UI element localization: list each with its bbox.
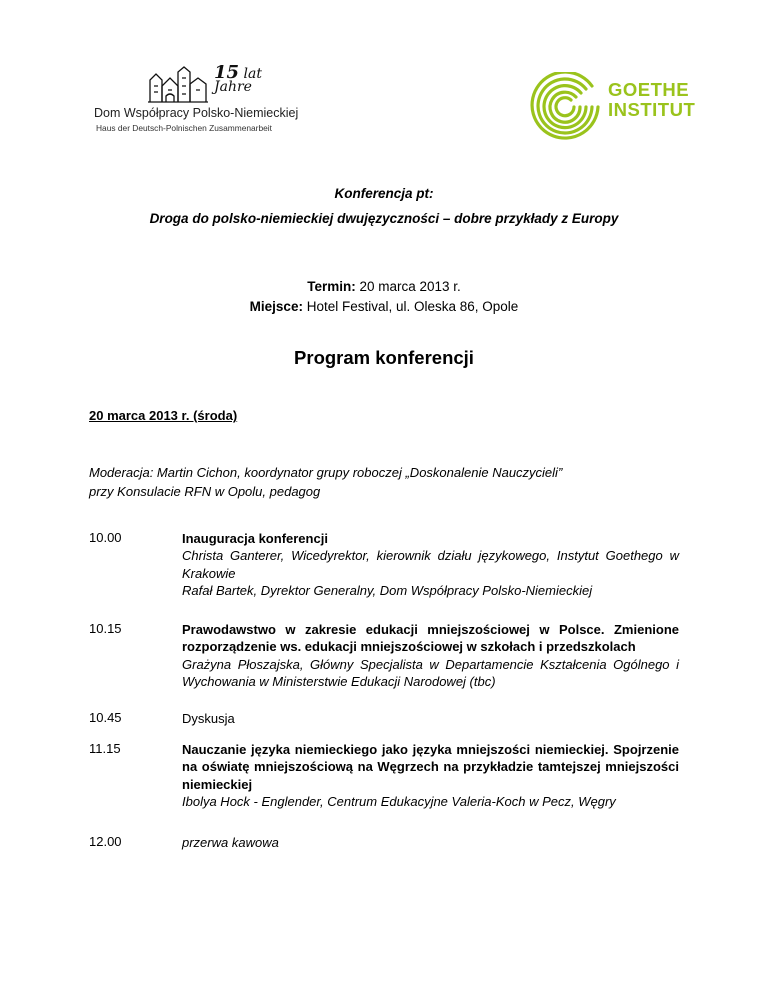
agenda-speaker: Ibolya Hock - Englender, Centrum Edukacyjne Valeria-Koch w Pecz, Węgry bbox=[182, 794, 616, 810]
agenda-speaker: Rafał Bartek, Dyrektor Generalny, Dom Współpracy Polsko-Niemieckiej bbox=[182, 583, 593, 599]
agenda-title: Inauguracja konferencji bbox=[182, 531, 328, 546]
castle-emblem-icon bbox=[146, 66, 210, 104]
miejsce-line bbox=[0, 299, 768, 314]
termin-label: Termin: bbox=[307, 279, 356, 294]
anniversary-mark: 15 lat Jahre bbox=[214, 62, 262, 95]
dwpn-logo bbox=[88, 62, 299, 136]
miejsce-value: Hotel Festival, ul. Oleska 86, Opole bbox=[306, 299, 519, 314]
program-title: Program konferencji bbox=[294, 347, 474, 368]
agenda-time: 10.45 bbox=[89, 710, 122, 725]
conference-label: Konferencja pt: bbox=[334, 186, 434, 201]
agenda-title: przerwa kawowa bbox=[182, 835, 279, 850]
agenda-title: Nauczanie języka niemieckiego jako języka mniejszości niemieckiej. Spojrzenie na oświatę mniejszościową na Węgrzech na przykładzie tamtejszej mniejszości niemieckiej bbox=[182, 742, 679, 792]
agenda-time: 12.00 bbox=[89, 834, 122, 849]
agenda-time: 10.00 bbox=[89, 530, 122, 545]
moderation-text: Moderacja: Martin Cichon, koordynator grupy roboczej „Doskonalenie Nauczycieli” przy Konsulacie RFN w Opolu, pedagog bbox=[89, 465, 563, 499]
partner-subname: Haus der Deutsch-Polnischen Zusammenarbeit bbox=[96, 123, 272, 133]
agenda-time: 10.15 bbox=[89, 621, 122, 636]
goethe-rings-icon bbox=[530, 72, 606, 142]
partner-name: Dom Współpracy Polsko-Niemieckiej bbox=[94, 106, 299, 120]
goethe-logo bbox=[530, 72, 700, 142]
termin-line bbox=[0, 279, 768, 294]
program-date: 20 marca 2013 r. (środa) bbox=[89, 408, 238, 423]
agenda-title: Dyskusja bbox=[182, 711, 235, 726]
agenda-speaker: Grażyna Płoszajska, Główny Specjalista w Departamencie Kształcenia Ogólnego i Wychowania w Ministerstwie Edukacji Narodowej (tbc) bbox=[182, 656, 679, 690]
goethe-wordmark: GOETHE INSTITUT bbox=[608, 79, 696, 120]
termin-value: 20 marca 2013 r. bbox=[359, 279, 461, 294]
agenda-title: Prawodawstwo w zakresie edukacji mniejszościowej w Polsce. Zmienione rozporządzenie ws. edukacji mniejszościowej w szkołach i przedszkolach bbox=[182, 622, 679, 655]
agenda-time: 11.15 bbox=[89, 741, 121, 756]
miejsce-label: Miejsce: bbox=[249, 299, 303, 314]
agenda-speaker: Christa Ganterer, Wicedyrektor, kierownik działu językowego, Instytut Goethego w Krakowie bbox=[182, 548, 679, 581]
conference-title: Droga do polsko-niemieckiej dwujęzyczności – dobre przykłady z Europy bbox=[149, 211, 619, 226]
